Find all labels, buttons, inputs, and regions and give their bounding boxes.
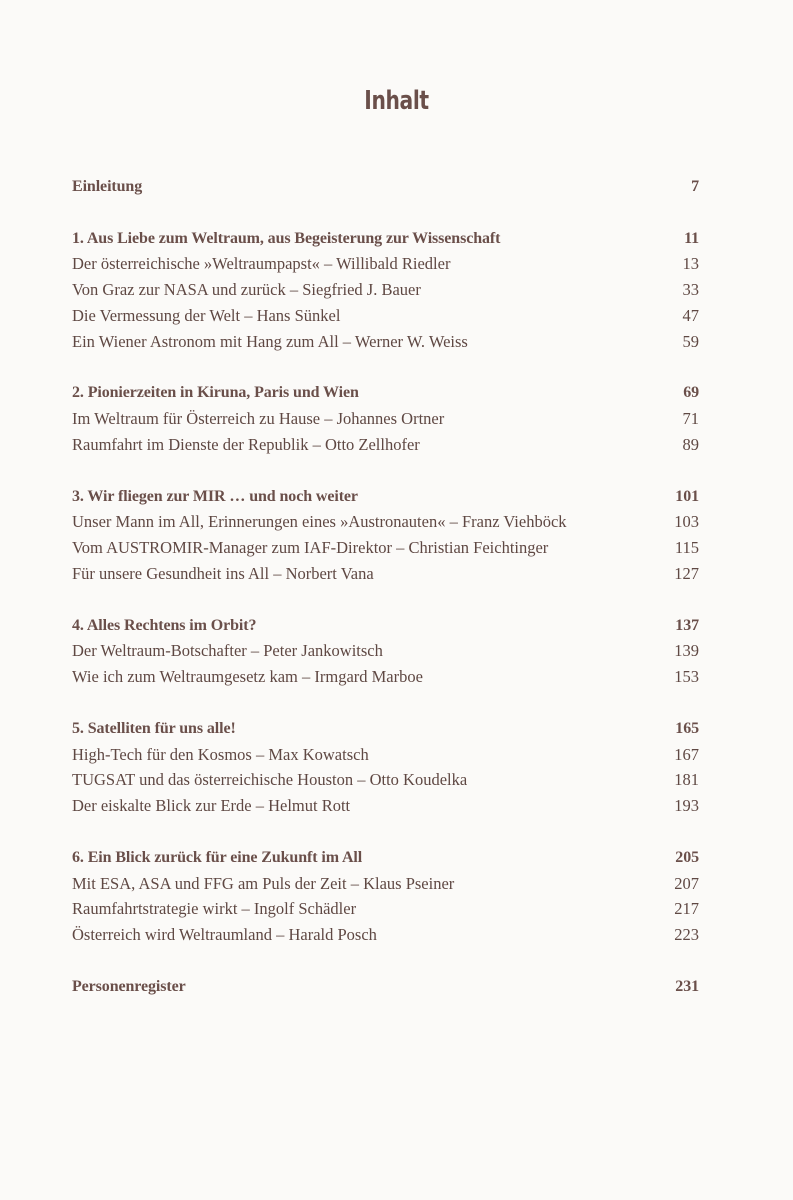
toc-entry-title: Unser Mann im All, Erinnerungen eines »Austronauten« – Franz Viehböck: [72, 512, 567, 532]
toc-entry[interactable]: [72, 329, 699, 355]
toc-chapter-2[interactable]: [72, 380, 699, 406]
toc-entry-page: 193: [674, 796, 699, 816]
toc-chapter-1[interactable]: [72, 226, 699, 252]
toc-entry-title: Der Weltraum-Botschafter – Peter Jankowitsch: [72, 641, 383, 661]
toc-entry-title: Österreich wird Weltraumland – Harald Posch: [72, 925, 377, 945]
toc-entry-page: 7: [691, 178, 699, 195]
toc-entry-page: 167: [674, 744, 699, 764]
toc-chapter-page: 101: [675, 487, 699, 505]
toc-entry-page: 207: [674, 873, 699, 893]
toc-entry[interactable]: [72, 432, 699, 458]
toc-entry-title: TUGSAT und das österreichische Houston – Otto Koudelka: [72, 770, 468, 790]
toc-entry-title: Wie ich zum Weltraumgesetz kam – Irmgard Marboe: [72, 667, 423, 687]
toc-entry-title: Für unsere Gesundheit ins All – Norbert Vana: [72, 563, 374, 583]
toc-entry-page: 217: [674, 899, 699, 919]
toc-entry[interactable]: [72, 638, 699, 664]
toc-entry[interactable]: [72, 767, 699, 793]
toc-entry-title: High-Tech für den Kosmos – Max Kowatsch: [72, 744, 369, 764]
toc-entry-page: 47: [682, 305, 699, 325]
toc-chapter-page: 11: [684, 229, 699, 247]
toc-entry-page: 231: [675, 977, 699, 995]
toc-entry-page: 59: [682, 331, 699, 351]
toc-entry-page: 127: [674, 563, 699, 583]
toc-entry[interactable]: [72, 742, 699, 768]
toc-entry-title: Vom AUSTROMIR-Manager zum IAF-Direktor – Christian Feichtinger: [72, 538, 549, 558]
toc-chapter-title: 1. Aus Liebe zum Weltraum, aus Begeisterung zur Wissenschaft: [72, 229, 501, 247]
toc-entry-title: Personenregister: [72, 977, 186, 995]
toc-chapter-6[interactable]: [72, 845, 699, 871]
toc-entry[interactable]: [72, 896, 699, 922]
toc-chapter-5[interactable]: [72, 716, 699, 742]
toc-entry[interactable]: [72, 277, 699, 303]
toc-entry-title: Raumfahrt im Dienste der Republik – Otto Zellhofer: [72, 434, 420, 454]
toc-entry-page: 103: [674, 512, 699, 532]
toc-chapter-title: 5. Satelliten für uns alle!: [72, 719, 236, 737]
toc-entry-page: 33: [682, 280, 699, 300]
toc-entry-page: 89: [682, 434, 699, 454]
toc-chapter-page: 165: [675, 719, 699, 737]
toc-chapter-3[interactable]: [72, 484, 699, 510]
toc-entry-title: Die Vermessung der Welt – Hans Sünkel: [72, 305, 341, 325]
toc-entry[interactable]: [72, 922, 699, 948]
table-of-contents: [72, 174, 699, 1000]
toc-chapter-page: 137: [675, 616, 699, 634]
toc-entry[interactable]: [72, 535, 699, 561]
toc-entry-title: Der eiskalte Blick zur Erde – Helmut Rott: [72, 796, 351, 816]
toc-entry-title: Einleitung: [72, 178, 143, 195]
toc-chapter-page: 69: [683, 384, 699, 402]
page-title: Inhalt: [364, 86, 429, 116]
toc-entry-page: 153: [674, 667, 699, 687]
toc-chapter-title: 6. Ein Blick zurück für eine Zukunft im All: [72, 848, 363, 866]
toc-entry[interactable]: [72, 871, 699, 897]
toc-entry[interactable]: [72, 406, 699, 432]
toc-entry-title: Von Graz zur NASA und zurück – Siegfried J. Bauer: [72, 280, 421, 300]
toc-entry-title: Der österreichische »Weltraumpapst« – Willibald Riedler: [72, 254, 451, 274]
toc-chapter-title: 2. Pionierzeiten in Kiruna, Paris und Wien: [72, 384, 359, 402]
toc-entry-page: 71: [682, 409, 699, 429]
toc-chapter-page: 205: [675, 848, 699, 866]
toc-entry-title: Raumfahrtstrategie wirkt – Ingolf Schädler: [72, 899, 357, 919]
toc-entry[interactable]: [72, 303, 699, 329]
toc-entry-introduction[interactable]: [72, 174, 699, 200]
toc-entry-page: 181: [674, 770, 699, 790]
toc-chapter-title: 3. Wir fliegen zur MIR … und noch weiter: [72, 487, 358, 505]
toc-entry-title: Ein Wiener Astronom mit Hang zum All – Werner W. Weiss: [72, 331, 468, 351]
toc-entry-page: 223: [674, 925, 699, 945]
toc-entry-title: Mit ESA, ASA und FFG am Puls der Zeit – Klaus Pseiner: [72, 873, 455, 893]
toc-entry[interactable]: [72, 793, 699, 819]
toc-entry-title: Im Weltraum für Österreich zu Hause – Johannes Ortner: [72, 409, 445, 429]
toc-chapter-4[interactable]: [72, 613, 699, 639]
toc-chapter-title: 4. Alles Rechtens im Orbit?: [72, 616, 257, 634]
toc-entry[interactable]: [72, 664, 699, 690]
toc-entry-page: 139: [674, 641, 699, 661]
toc-entry-page: 115: [674, 538, 699, 558]
toc-entry-page: 13: [682, 254, 699, 274]
toc-entry[interactable]: [72, 561, 699, 587]
toc-entry[interactable]: [72, 509, 699, 535]
toc-entry-index[interactable]: [72, 974, 699, 1000]
toc-entry[interactable]: [72, 251, 699, 277]
